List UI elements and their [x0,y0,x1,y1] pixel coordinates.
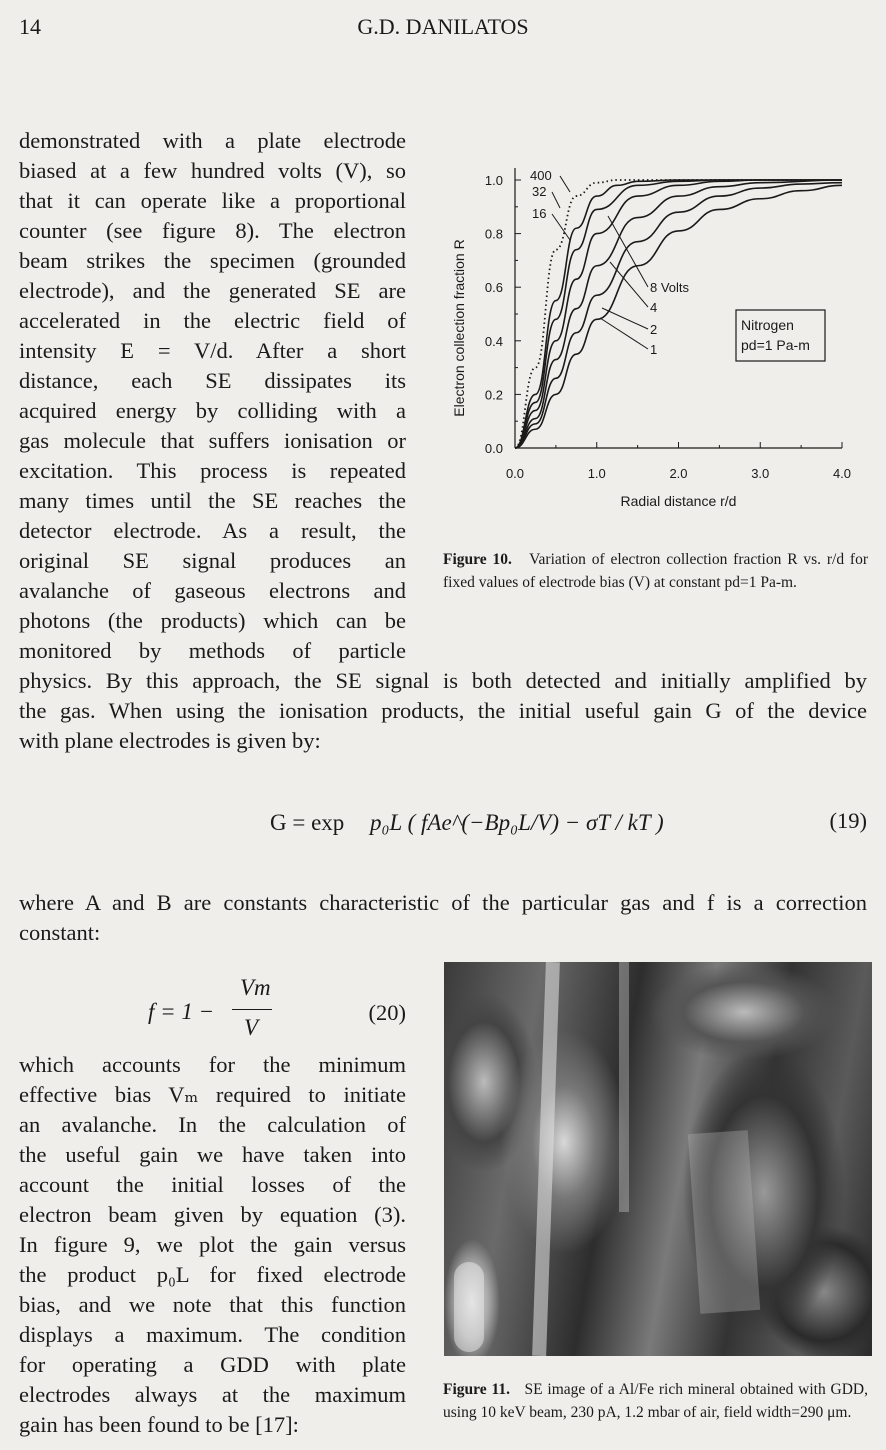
x-tick-label: 1.0 [587,466,606,481]
text-line: where A and B are constants characteristic of the particular gas and f is a correction [19,890,867,915]
text-line: electron beam given by equation (3). [19,1202,406,1227]
equation-19 [270,790,870,860]
text-line: monitored by methods of particle [19,638,406,663]
curve-label-400: 400 [530,168,552,183]
text-line: electrode), and the generated SE are [19,278,406,303]
equation-19-body: p₀L ( fAe^(−Bp₀L/V) − σT / kT ) [370,810,664,835]
curve-label-8-Volts: 8 Volts [650,280,690,295]
leader-line [560,176,570,192]
x-tick-label: 4.0 [832,466,852,481]
legend-line-2: pd=1 Pa-m [741,337,810,353]
y-tick-label: 0.8 [484,226,503,242]
full-width-paragraph [19,666,867,756]
text-after-equation-19 [19,888,867,948]
x-axis-label: Radial distance r/d [620,493,737,509]
text-line: gas molecule that suffers ionisation or [19,428,406,453]
leader-line [552,214,570,240]
text-line: many times until the SE reaches the [19,488,406,513]
series-line-2 [515,183,842,448]
text-line: avalanche of gaseous electrons and [19,578,406,603]
curve-label-4: 4 [650,300,658,315]
figure-11-text: SE image of a Al/Fe rich mineral obtained with GDD, using 10 keV beam, 230 pA, 1.2 mbar of air, field width=290 μm. [443,1381,868,1421]
x-tick-label: 0.0 [505,466,525,481]
x-tick-label: 3.0 [751,466,770,481]
text-line: for operating a GDD with plate [19,1352,406,1377]
text-line: account the initial losses of the [19,1172,406,1197]
figure-10-chart [440,150,860,520]
curve-label-1: 1 [650,342,658,357]
text-line: In figure 9, we plot the gain versus [19,1232,406,1257]
leader-line [552,192,560,208]
curve-label-32: 32 [532,184,547,199]
y-tick-label: 1.0 [484,173,503,188]
text-line: counter (see figure 8). The electron [19,218,406,243]
series-line-32 [515,180,842,448]
series-line-400 [515,180,842,448]
series-line-4 [515,180,842,448]
text-line: biased at a few hundred volts (V), so [19,158,406,183]
left-column-paragraph [19,126,406,666]
equation-19-number: (19) [829,808,867,833]
y-axis-label: Electron collection fraction R [451,239,467,417]
text-line: beam strikes the specimen (grounded [19,248,406,273]
text-line: photons (the products) which can be [19,608,406,633]
text-line: demonstrated with a plate electrode [19,128,406,153]
equation-19-lhs: G = exp [270,810,345,835]
fraction-bar [232,1009,272,1010]
figure-10-text: Variation of electron collection fraction R vs. r/d for fixed values of electrode bias (V) at constant pd=1 Pa-m. [443,551,868,591]
figure-11-label: Figure 11. [443,1381,510,1398]
text-line: an avalanche. In the calculation of [19,1112,406,1137]
curve-label-2: 2 [650,322,658,337]
text-line: excitation. This process is repeated [19,458,406,483]
equation-20 [140,975,410,1055]
page-number: 14 [19,14,41,39]
leader-line [600,318,648,349]
text-line: the useful gain we have taken into [19,1142,406,1167]
equation-20-numerator: Vm [240,975,271,1000]
text-line: original SE signal produces an [19,548,406,573]
text-line: accelerated in the electric field of [19,308,406,333]
text-line: acquired energy by colliding with a [19,398,406,423]
text-line: electrodes always at the maximum [19,1382,406,1407]
figure-10-label: Figure 10. [443,551,512,568]
y-tick-label: 0.6 [484,280,503,296]
y-tick-label: 0.4 [484,333,503,349]
text-line: the gas. When using the ionisation products, the initial useful gain G of the device [19,698,867,723]
series-line-16 [515,180,842,448]
page-header [19,14,867,40]
equation-20-denominator: V [244,1015,259,1040]
text-line: that it can operate like a proportional [19,188,406,213]
figure-11-sem-image [444,962,872,1356]
text-line: displays a maximum. The condition [19,1322,406,1347]
equation-20-lhs: f = 1 − [148,999,215,1024]
text-line: with plane electrodes is given by: [19,728,321,753]
text-line: effective bias Vₘ required to initiate [19,1082,406,1107]
legend-line-1: Nitrogen [741,317,794,333]
running-head: G.D. DANILATOS [357,14,529,39]
text-line: distance, each SE dissipates its [19,368,406,393]
text-line: which accounts for the minimum [19,1052,406,1077]
y-tick-label: 0.2 [484,387,503,403]
series-line-8 [515,180,842,448]
figure-10-caption [443,548,868,594]
equation-20-number: (20) [368,1000,406,1025]
text-line: gain has been found to be [17]: [19,1412,299,1437]
text-line: detector electrode. As a result, the [19,518,406,543]
text-line: constant: [19,920,101,945]
text-line: physics. By this approach, the SE signal is both detected and initially amplified by [19,668,867,693]
leader-line [602,308,648,329]
text-line: bias, and we note that this function [19,1292,406,1317]
figure-11-caption [443,1378,868,1424]
text-line: intensity E = V/d. After a short [19,338,406,363]
y-tick-label: 0.0 [484,441,503,456]
x-tick-label: 2.0 [669,466,688,481]
left-column-paragraph-2 [19,1050,406,1440]
text-line: the product p₀L for fixed electrode [19,1262,406,1287]
curve-label-16: 16 [532,206,547,221]
